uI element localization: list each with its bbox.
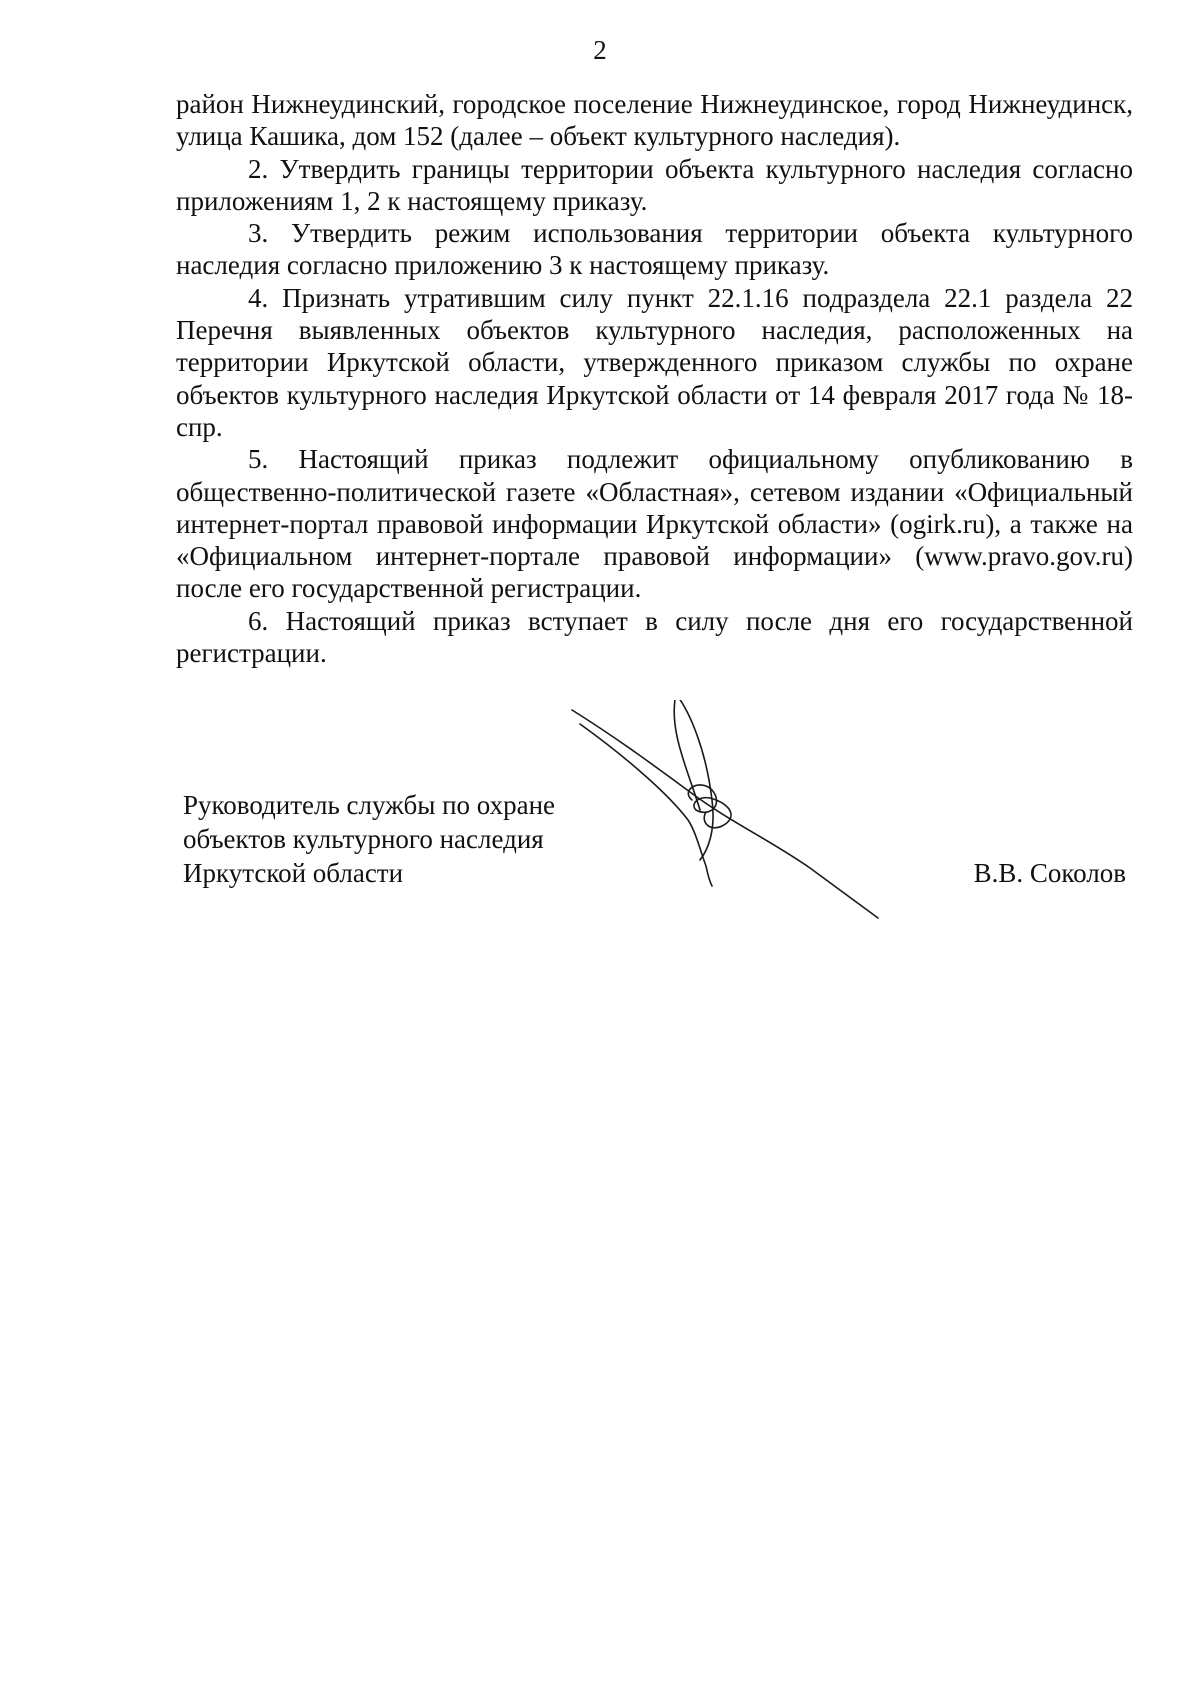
paragraph-item-4: 4. Признать утратившим силу пункт 22.1.16 подраздела 22.1 раздела 22 Перечня выявленных объектов культурного наследия, расположенных на территории Иркутской области, утвержденного приказом службы по охране объектов культурного наследия Иркутской области от 14 февраля 2017 года № 18-спр. [176,282,1133,442]
paragraph-item-5: 5. Настоящий приказ подлежит официальному опубликованию в общественно-политической газете «Областная», сетевом издании «Официальный интернет-портал правовой информации Иркутской области» (ogirk.ru), а также на «Официальном интернет-портале правовой информации» (www.pravo.gov.ru) после его государственной регистрации. [176,444,1133,604]
signatory-position-line: объектов культурного наследия [183,824,544,854]
paragraph-item-2: 2. Утвердить границы территории объекта культурного наследия согласно приложениям 1, 2 к настоящему приказу. [176,153,1133,216]
document-body [176,88,1133,669]
paragraph-item-6: 6. Настоящий приказ вступает в силу после дня его государственной регистрации. [176,605,1133,669]
signatory-name: В.В. Соколов [973,858,1126,888]
paragraph-address-continuation: район Нижнеудинский, городское поселение Нижнеудинское, город Нижнеудинск, улица Кашика, дом 152 (далее – объект культурного наследия). [176,89,1133,152]
signatory-position-line: Иркутской области [183,858,404,888]
handwritten-signature [560,700,880,970]
page-number: 2 [593,35,607,65]
paragraph-item-3: 3. Утвердить режим использования территории объекта культурного наследия согласно приложению 3 к настоящему приказу. [176,218,1133,281]
signatory-position-line: Руководитель службы по охране [183,790,556,820]
signatory-position [183,788,555,890]
